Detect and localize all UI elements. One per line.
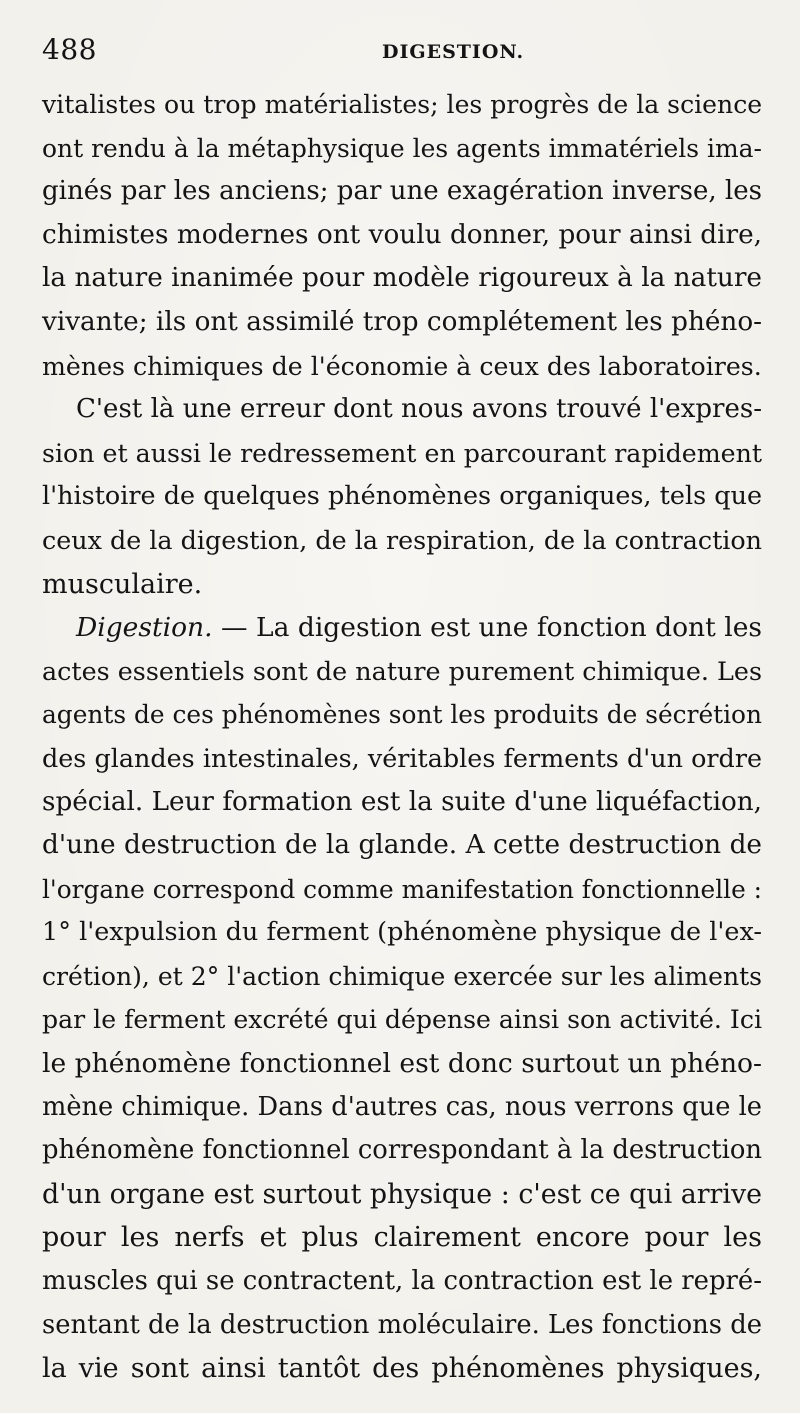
text-line: d'une destruction de la glande. A cette destruction de bbox=[42, 830, 762, 861]
body-text bbox=[42, 83, 762, 1391]
text-line: des glandes intestinales, véritables ferments d'un ordre bbox=[42, 742, 762, 773]
text-line-with-heading bbox=[42, 606, 762, 650]
text-line: pour les nerfs et plus clairement encore pour les bbox=[42, 1222, 762, 1254]
text-line: ceux de la digestion, de la respiration, de la contraction bbox=[42, 524, 762, 555]
section-run-in-heading: Digestion. bbox=[76, 612, 213, 644]
text-line: l'organe correspond comme manifestation fonctionnelle : bbox=[42, 874, 762, 904]
text-line: par le ferment excrété qui dépense ainsi son activité. Ici bbox=[42, 1005, 762, 1035]
text-line: chimistes modernes ont voulu donner, pour ainsi dire, bbox=[42, 219, 762, 250]
text-line: mènes chimiques de l'économie à ceux des laboratoires. bbox=[42, 351, 762, 381]
text-line: agents de ces phénomènes sont les produits de sécrétion bbox=[42, 700, 762, 730]
text-line: vitalistes ou trop matérialistes; les progrès de la science bbox=[42, 90, 763, 119]
page-header bbox=[42, 30, 762, 70]
text-line: 1° l'expulsion du ferment (phénomène physique de l'ex- bbox=[42, 917, 762, 948]
text-line: C'est là une erreur dont nous avons trouvé l'expres- bbox=[76, 394, 762, 425]
text-line: ginés par les anciens; par une exagération inverse, les bbox=[42, 176, 762, 207]
text-line: ont rendu à la métaphysique les agents immatériels ima- bbox=[42, 133, 762, 163]
text-line: phénomène fonctionnel correspondant à la destruction bbox=[42, 1135, 762, 1166]
text-line: spécial. Leur formation est la suite d'une liquéfaction, bbox=[42, 786, 762, 817]
text-line: l'histoire de quelques phénomènes organiques, tels que bbox=[42, 481, 762, 512]
text-run: — La digestion est une fonction dont les bbox=[212, 612, 762, 644]
text-line: sentant de la destruction moléculaire. Les fonctions de bbox=[42, 1309, 763, 1340]
text-line: sion et aussi le redressement en parcourant rapidement bbox=[42, 438, 762, 468]
text-line: le phénomène fonctionnel est donc surtout un phéno- bbox=[42, 1048, 762, 1080]
text-line: muscles qui se contractent, la contraction est le repré- bbox=[42, 1266, 762, 1297]
text-line: d'un organe est surtout physique : c'est ce qui arrive bbox=[42, 1178, 762, 1210]
running-head: DIGESTION. bbox=[382, 41, 525, 63]
page-number: 488 bbox=[42, 33, 97, 66]
text-line: musculaire. bbox=[42, 568, 203, 600]
text-line: vivante; ils ont assimilé trop complétement les phéno- bbox=[42, 306, 762, 337]
text-line: la nature inanimée pour modèle rigoureux à la nature bbox=[42, 263, 762, 294]
text-line: mène chimique. Dans d'autres cas, nous verrons que le bbox=[42, 1091, 762, 1122]
text-line: la vie sont ainsi tantôt des phénomènes physiques, bbox=[42, 1353, 763, 1385]
text-line: crétion), et 2° l'action chimique exercée sur les aliments bbox=[42, 961, 762, 991]
text-line: actes essentiels sont de nature purement chimique. Les bbox=[42, 655, 762, 686]
